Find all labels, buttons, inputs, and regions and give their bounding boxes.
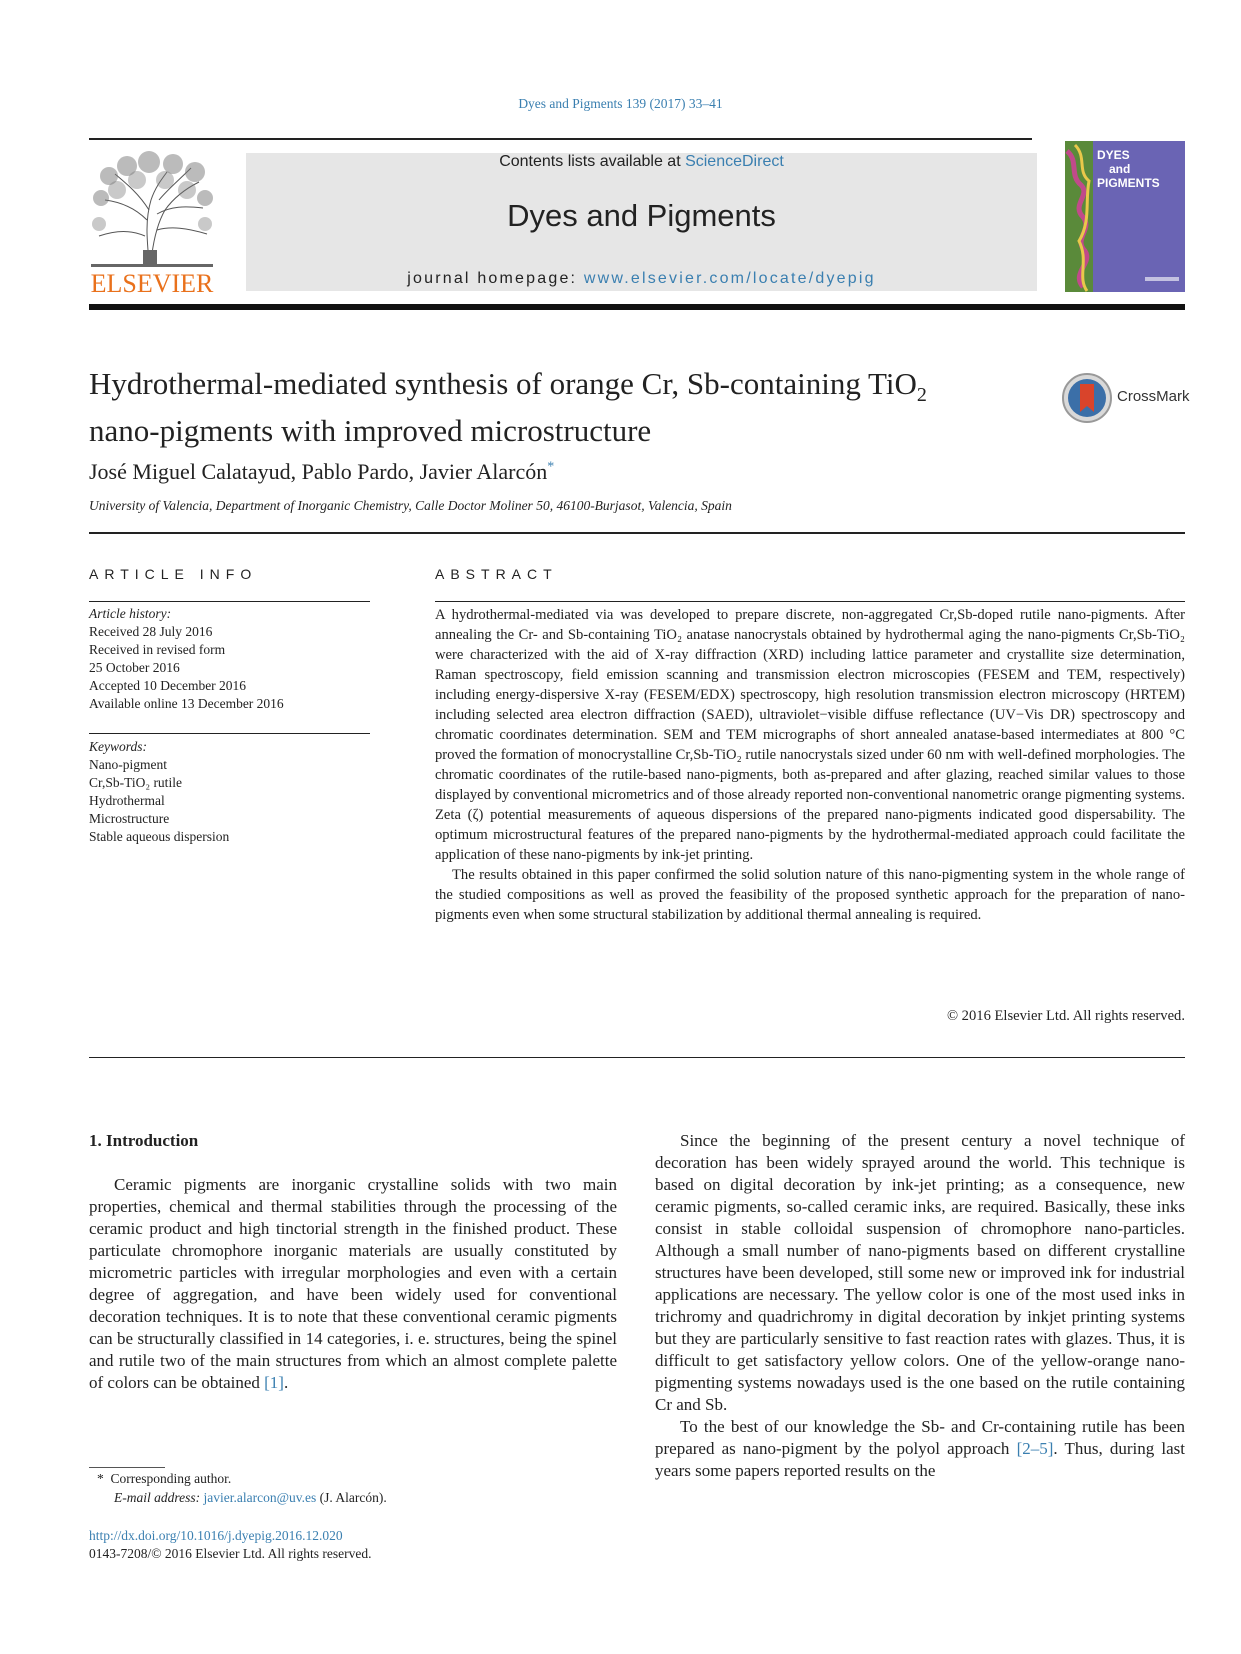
body-column-right (655, 1130, 1185, 1482)
keyword: Cr,Sb-TiO₂ rutile (89, 775, 182, 790)
reference-link[interactable]: [1] (264, 1373, 284, 1392)
section-heading: 1. Introduction (89, 1131, 199, 1150)
keyword: Microstructure (89, 811, 170, 826)
email-suffix: (J. Alarcón). (316, 1490, 387, 1505)
author-list (89, 459, 554, 485)
article-title (89, 366, 1049, 449)
history-item: Available online 13 December 2016 (89, 696, 284, 711)
footnote-marker: * (97, 1471, 104, 1486)
crossmark-icon (1061, 372, 1113, 424)
abstract-rule (435, 601, 1185, 602)
footnote-rule (89, 1467, 165, 1468)
abstract-heading: ABSTRACT (435, 566, 558, 582)
email-link[interactable]: javier.alarcon@uv.es (203, 1490, 317, 1505)
svg-text:DYES: DYES (1097, 148, 1130, 162)
title-subscript: 2 (916, 384, 927, 407)
svg-text:and: and (1109, 162, 1131, 176)
authors-text: José Miguel Calatayud, Pablo Pardo, Javier Alarcón (89, 459, 548, 484)
history-item: Accepted 10 December 2016 (89, 678, 247, 693)
title-part1: Hydrothermal-mediated synthesis of orange Cr, Sb-containing TiO (89, 366, 917, 401)
header-thick-rule (89, 304, 1185, 310)
paragraph-end: . (283, 1373, 289, 1392)
front-matter-rule (89, 1057, 1185, 1058)
homepage-link[interactable]: www.elsevier.com/locate/dyepig (583, 270, 876, 287)
header-rule (89, 138, 1032, 140)
issn-line: 0143-7208/© 2016 Elsevier Ltd. All rights reserved. (89, 1546, 372, 1561)
footnote-corresponding (97, 1471, 231, 1487)
article-info-heading: ARTICLE INFO (89, 566, 258, 582)
keyword: Stable aqueous dispersion (89, 829, 230, 844)
elsevier-wordmark: ELSEVIER (90, 269, 214, 296)
keywords-list (89, 738, 370, 846)
journal-name: Dyes and Pigments (507, 198, 776, 233)
body-paragraph: Since the beginning of the present century a novel technique of decoration has been widely sprayed around the world. This technique is based on digital decoration by ink-jet printing; as a consequence, new ceramic pigments, so-called ceramic inks, are required. Basically, these inks consist in stable colloidal suspension of chromophore nano-particles. Although a small number of nano-pigments based on different crystalline structures have been developed, still some new or improved ink for industrial applications are necessary. The yellow color is one of the most used inks in trichromy and quadrichromy in digital decoration by inkjet printing systems but they are particularly sensitive to fast reaction rates with glazes. Thus, it is difficult to get satisfactory yellow colors. One of the yellow-orange nano-pigmenting systems nowadays used is the one based on the rutile containing Cr and Sb. (655, 1131, 1185, 1414)
history-item: Received in revised form (89, 642, 226, 657)
body-paragraph (655, 1416, 1185, 1482)
title-rule (89, 532, 1185, 534)
journal-citation-link[interactable]: Dyes and Pigments 139 (2017) 33–41 (518, 96, 723, 111)
keywords-rule (89, 733, 370, 734)
journal-cover-image (1065, 141, 1185, 292)
paragraph-text: To the best of our knowledge the Sb- and Cr-containing rutile has been prepared as nano-pigment by the polyol approach (655, 1417, 1185, 1458)
crossmark-label: CrossMark (1117, 388, 1190, 405)
abstract-copyright: © 2016 Elsevier Ltd. All rights reserved. (946, 1008, 1185, 1024)
body-paragraph (89, 1174, 617, 1394)
paragraph-text: Ceramic pigments are inorganic crystalline solids with two main properties, chemical and thermal stabilities through the processing of the ceramic product and high tinctorial strength in the finished product. These particulate chromophore inorganic materials are usually constituted by micrometric particles with irregular morphologies and even with a certain degree of aggregation, and have been widely used for conventional decoration techniques. It is to note that these conventional ceramic pigments can be structurally classified in 14 categories, i. e. structures, being the spinel and rutile two of the main structures from which an almost complete palette of colors can be obtained (89, 1175, 617, 1392)
affiliation: University of Valencia, Department of Inorganic Chemistry, Calle Doctor Moliner 50, 46100-Burjasot, Valencia, Spain (89, 498, 732, 513)
homepage-prefix: journal homepage: (407, 270, 584, 287)
abstract-paragraph: The results obtained in this paper confirmed the solid solution nature of this nano-pigmenting system in the whole range of the studied compositions as well as proved the feasibility of the proposed synthetic approach for the preparation of nano-pigments even when some structural stabilization by additional thermal annealing is required. (435, 867, 1185, 923)
history-item: Received 28 July 2016 (89, 624, 213, 639)
svg-text:PIGMENTS: PIGMENTS (1097, 176, 1160, 190)
abstract-paragraph: A hydrothermal-mediated via was developed to prepare discrete, non-aggregated Cr,Sb-doped rutile nano-pigments. After annealing the Cr- and Sb-containing TiO₂ anatase nanocrystals obtained by hydrothermal aging the nano-pigments Cr,Sb-TiO₂ were characterized with the aid of X-ray diffraction (XRD) including lattice parameter and crystallite size determination, Raman spectroscopy, field emission scanning and transmission electron microscopies (FESEM and TEM, respectively) including energy-dispersive X-ray (FESEM/EDX) spectroscopy, high resolution transmission electron microscopy (HRTEM) including selected area electron diffraction (SAED), ultraviolet−visible diffuse reflectance (UV−Vis DR) spectroscopy and chromatic coordinates determination. SEM and TEM micrographs of short annealed anatase-based intermediates at 800 °C proved the formation of monocrystalline Cr,Sb-TiO₂ rutile nanocrystals sized under 60 nm with well-defined morphologies. The chromatic coordinates of the rutile-based nano-pigments, both as-prepared and after glazing, reached similar values to those displayed by conventional micrometrics and of those already reported non-conventional nanometric orange pigmenting systems. Zeta (ζ) potential measurements of aqueous dispersions of the prepared nano-pigments indicated good dispersability. The optimum microstructural features of the prepared nano-pigments by the hydrothermal-mediated approach could facilitate the application of these nano-pigments by ink-jet printing. (435, 607, 1185, 863)
keyword: Hydrothermal (89, 793, 165, 808)
crossmark-button[interactable] (1061, 372, 1189, 424)
reference-link[interactable]: [2–5] (1016, 1439, 1054, 1458)
contents-line (246, 153, 1037, 171)
elsevier-logo (87, 150, 217, 296)
keywords-label: Keywords: (89, 739, 147, 754)
journal-homepage-line (246, 270, 1037, 288)
sciencedirect-link[interactable]: ScienceDirect (685, 153, 784, 170)
history-item: 25 October 2016 (89, 660, 180, 675)
email-label: E-mail address: (114, 1490, 204, 1505)
body-column-left (89, 1174, 617, 1394)
corresponding-author-marker[interactable]: * (547, 459, 555, 475)
article-info-rule (89, 601, 370, 602)
paragraph-text: . Thus, during last years some papers reported results on the (655, 1439, 1186, 1480)
abstract-body (435, 605, 1185, 925)
keyword: Nano-pigment (89, 757, 167, 772)
doi-link[interactable]: http://dx.doi.org/10.1016/j.dyepig.2016.12.020 (89, 1528, 343, 1543)
history-label: Article history: (89, 606, 172, 621)
footnote-email (114, 1490, 387, 1506)
footnote-text: Corresponding author. (110, 1471, 232, 1486)
title-part2: nano-pigments with improved microstructure (89, 413, 652, 449)
contents-prefix: Contents lists available at (499, 153, 686, 170)
article-history (89, 605, 370, 713)
